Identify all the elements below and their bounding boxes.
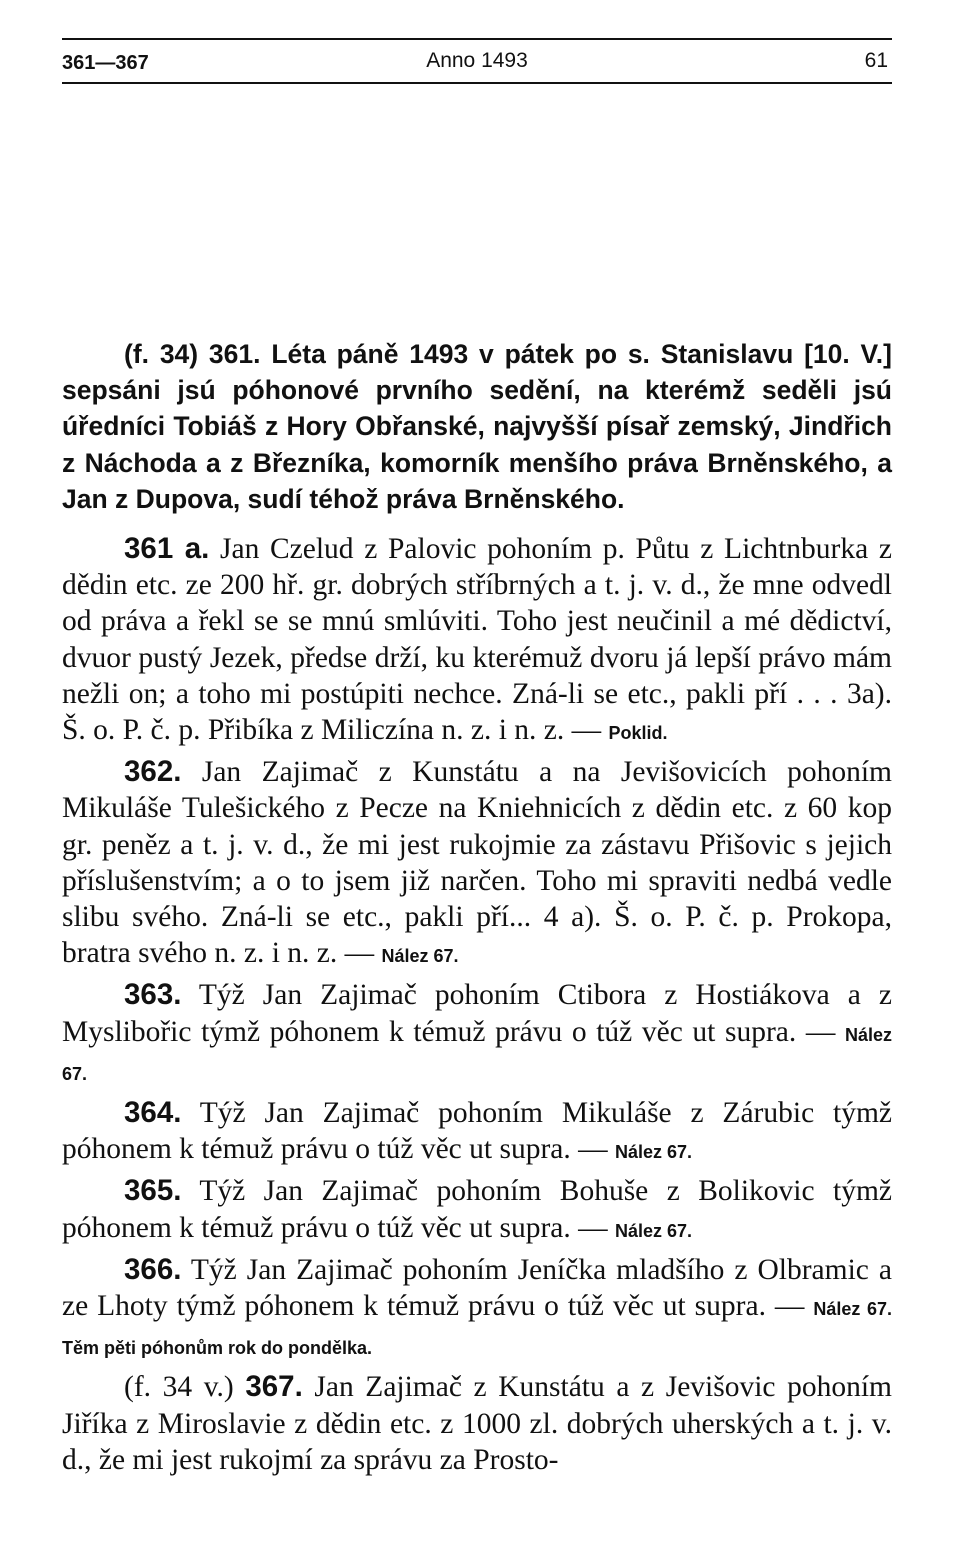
header-entry-range: 361—367 [62, 52, 149, 74]
entry-text: Týž Jan Zajimač pohoním Bohuše z Bolikovic týmž póhonem k témuž právu o túž věc ut supra. — [62, 1175, 892, 1244]
entry-367 [62, 1369, 892, 1481]
entry-364 [62, 1095, 892, 1170]
body-text [62, 336, 892, 1484]
entry-text: Týž Jan Zajimač pohoním Mikuláše z Zárubic týmž póhonem k témuž právu o túž věc ut supra. — [62, 1097, 892, 1166]
entry-text: Jan Zajimač z Kunstátu a na Jevišovicích pohoním Mikuláše Tulešického z Pecze na Kniehnicích z dědin etc. z 60 kop gr. peněz a t. j. v. d., že mi jest rukojmie za zástavu Přišovic s jejich příslušenstvím; a o to jsem již narčen. Toho mi spraviti nedbá vedle slibu svého. Zná-li se etc., pakli pří... 4 a). Š. o. P. č. p. Prokopa, bratra svého n. z. i n. z. — [62, 756, 892, 970]
entry-number: 364. [124, 1096, 182, 1130]
entry-number: 362. [124, 755, 182, 789]
entry-note: Nález 67. [62, 1024, 892, 1084]
entry-number: 361 a. [124, 532, 210, 566]
page [62, 0, 892, 1553]
entry-note: Nález 67. [614, 1142, 693, 1163]
entry-note: Nález 67. [614, 1220, 693, 1241]
entry-text: Jan Czelud z Palovic pohoním p. Půtu z Lichtnburka z dědin etc. ze 200 hř. gr. dobrých stříbrných a t. j. v. d., že mne odvedl od práva a řekl se se mnú smlúviti. Toho jest neučinil a mé dědictví, dvuor pustý Jezek, předse drží, ku kterémuž dvoru já lepší právo mám nežli on; a toho mi postúpiti nechce. Zná-li se etc., pakli pří . . . 3a). Š. o. P. č. p. Přibíka z Miliczína n. z. i n. z. — [62, 533, 892, 747]
entry-number: 363. [124, 978, 182, 1012]
entry-362 [62, 754, 892, 974]
entry-number: 366. [124, 1252, 182, 1286]
entry-361a [62, 531, 892, 751]
running-header [62, 38, 892, 84]
entry-number: 367. [245, 1370, 303, 1404]
entry-number: 365. [124, 1174, 182, 1208]
header-page-number: 61 [864, 49, 888, 72]
entry-prefix: (f. 34 v.) [124, 1371, 246, 1404]
entry-text: Týž Jan Zajimač pohoním Ctibora z Hostiákova a z Myslibořic týmž póhonem k témuž právu o túž věc ut supra. — [62, 979, 892, 1048]
entry-note: Nález 67. Těm pěti póhonům rok do pondělka. [62, 1299, 893, 1359]
entry-365 [62, 1173, 892, 1248]
entry-363 [62, 977, 892, 1092]
entry-366 [62, 1252, 892, 1367]
entry-text: Týž Jan Zajimač pohoním Jeníčka mladšího z Olbramic a ze Lhoty týmž póhonem k témuž právu o túž věc ut supra. — [62, 1253, 892, 1323]
session-intro: (f. 34) 361. Léta páně 1493 v pátek po s. Stanislavu [10. V.] sepsáni jsú póhonové prvního sedění, na kterémž seděli jsú úředníci Tobiáš z Hory Obřanské, najvyšší písař zemský, Jindřich z Náchoda a z Březníka, komorník menšího práva Brněnského, a Jan z Dupova, sudí téhož práva Brněnského. [62, 339, 892, 514]
entry-text: Jan Zajimač z Kunstátu a z Jevišovic pohoním Jiříka z Miroslavie z dědin etc. z 1000 zl. dobrých uherských a t. j. v. d., že mi jest rukojmí za správu za Prosto- [62, 1371, 892, 1476]
header-year: Anno 1493 [426, 49, 528, 72]
entry-note: Nález 67. [381, 946, 459, 967]
entry-note: Poklid. [608, 723, 668, 744]
